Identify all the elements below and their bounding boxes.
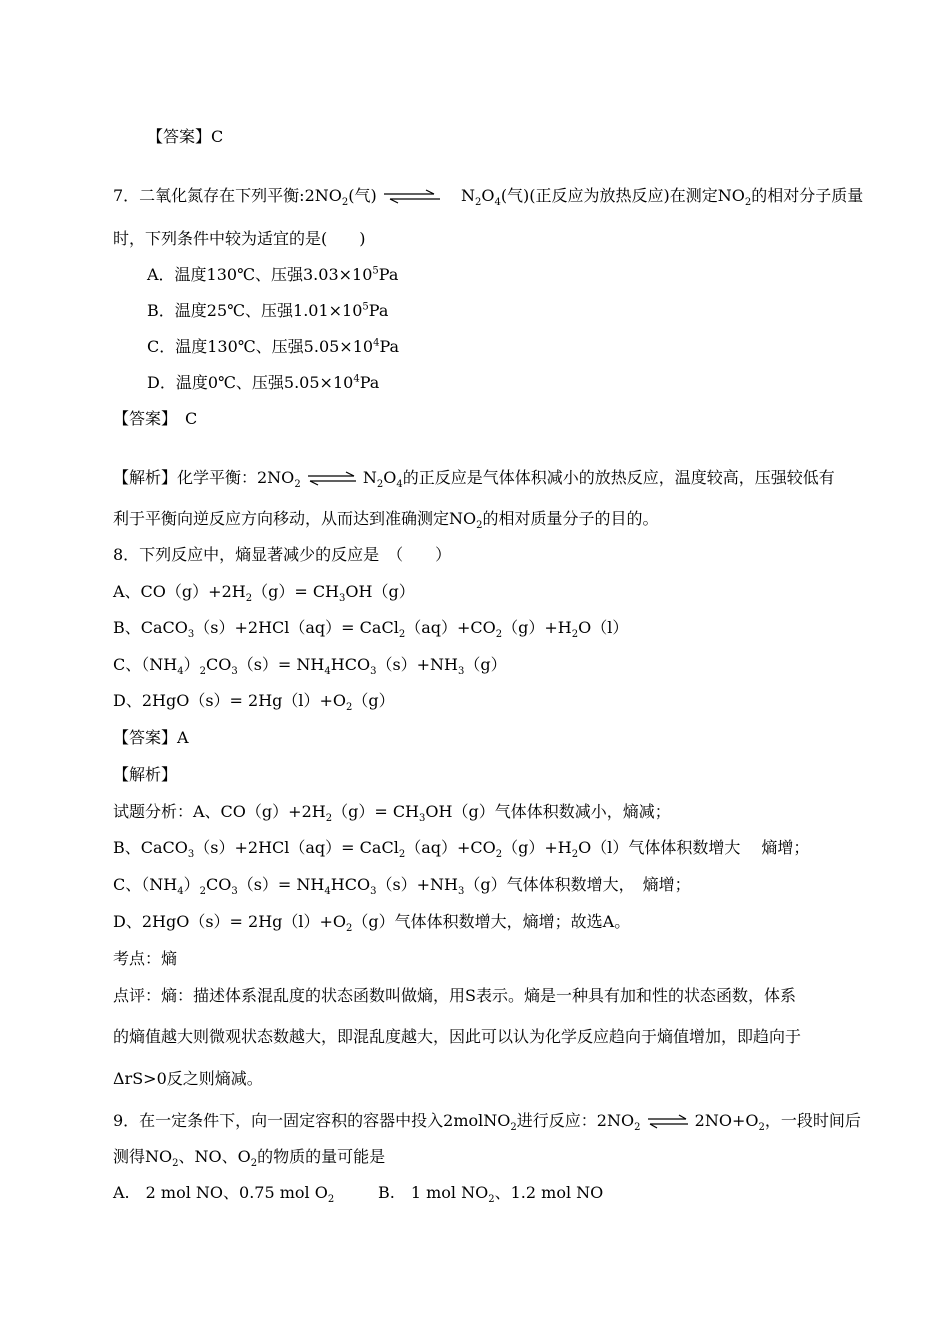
- q7-stem-line1: 7．二氧化氮存在下列平衡$:2NO_2$(气) $N_2O_4$(气)(正反应为放热反应)在测定$NO_2$的相对分子质量: [113, 186, 864, 209]
- q7-answer: 【答案】 C: [113, 409, 198, 428]
- q9-option-a: A. 2 mol NO、0.75 mol $O_2$: [113, 1183, 335, 1206]
- q7-option-d: D．温度0℃、压强$5.05\times 10^4Pa$: [147, 373, 380, 392]
- q8-option-d: D、$2HgO(s)= 2Hg(l)+O_2(g)$: [113, 691, 395, 714]
- q8-comment-line1: 点评：熵：描述体系混乱度的状态函数叫做熵，用S表示。熵是一种具有加和性的状态函数，体系: [113, 986, 796, 1005]
- q8-comment-line3: ΔrS>0反之则熵减。: [113, 1069, 263, 1088]
- q9-stem-line1: 9．在一定条件下，向一固定容积的容器中投入2molNO$_2$进行反应：$2NO_2$ $2NO+O_2$，一段时间后: [113, 1111, 861, 1134]
- q7-stem-line2: 时，下列条件中较为适宜的是( ): [113, 229, 366, 248]
- q8-comment-line2: 的熵值越大则微观状态数越大，即混乱度越大，因此可以认为化学反应趋向于熵值增加，即趋向于: [113, 1027, 802, 1046]
- q9-stem-line2: 测得$NO_2$、NO、$O_2$的物质的量可能是: [113, 1147, 386, 1170]
- equilibrium-arrow-icon: [306, 471, 358, 487]
- q8-point: 考点：熵: [113, 949, 178, 968]
- equilibrium-arrow-icon: [382, 189, 442, 205]
- q8-option-c: C、$(NH_4)_2CO_3(s)= NH_4HCO_3(s)+NH_3(g)$: [113, 655, 507, 678]
- q6-answer: 【答案】C: [147, 127, 224, 146]
- q8-analysis-a: 试题分析：A、$CO(g)+2H_2(g)= CH_3OH(g)$气体体积数减小，熵减；: [113, 802, 671, 825]
- q8-option-b: B、CaCO$_3$（s）+2HCl（aq）= $CaCl_2(aq)+CO_2(g)+H_2O(l)$: [113, 618, 629, 641]
- q7-analysis-line1: 【解析】化学平衡：$2NO_2$ $N_2O_4$的正反应是气体体积减小的放热反应，温度较高，压强较低有: [113, 468, 835, 491]
- q8-analysis-title: 【解析】: [113, 765, 178, 784]
- q8-answer: 【答案】A: [113, 728, 189, 747]
- q8-analysis-b: B、CaCO$_3$（s）+2HCl（aq）= $CaCl_2(aq)+CO_2(g)+H_2O(l)$气体体积数增大 熵增；: [113, 838, 810, 861]
- q7-analysis-line2: 利于平衡向逆反应方向移动，从而达到准确测定$NO_2$的相对质量分子的目的。: [113, 509, 659, 532]
- q8-stem: 8．下列反应中，熵显著减少的反应是 （ ）: [113, 545, 452, 564]
- q8-option-a: A、$CO(g)+2H_2(g)= CH_3OH(g)$: [113, 582, 415, 605]
- q9-option-b: B. 1 mol $NO_2$、1.2 mol NO: [378, 1183, 604, 1206]
- q7-option-a: A．温度130℃、压强$3.03\times 10^5Pa$: [147, 265, 399, 284]
- q7-option-b: B．温度25℃、压强$1.01\times 10^5Pa$: [147, 301, 389, 320]
- q8-analysis-d: D、$2HgO(s)= 2Hg(l)+O_2(g)$气体体积数增大，熵增；故选A。: [113, 912, 631, 935]
- equilibrium-arrow-icon: [646, 1114, 690, 1130]
- q8-analysis-c: C、$(NH_4)_2CO_3(s)= NH_4HCO_3(s)+NH_3(g)$气体体积数增大， 熵增；: [113, 875, 691, 898]
- q7-option-c: C．温度130℃、压强$5.05\times 10^4Pa$: [147, 337, 400, 356]
